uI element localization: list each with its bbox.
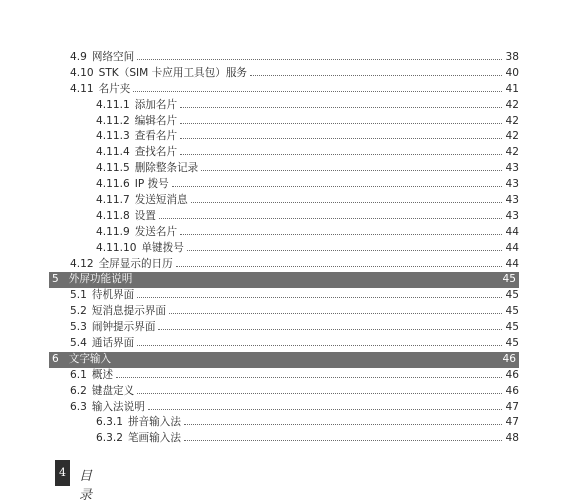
dot-leader xyxy=(184,415,502,425)
dot-leader xyxy=(176,257,502,267)
toc-page-number: 38 xyxy=(505,51,519,63)
toc-number: 4.12 xyxy=(70,257,94,270)
toc-entry[interactable] xyxy=(49,431,519,447)
dot-leader xyxy=(137,50,502,60)
toc-entry[interactable] xyxy=(49,257,519,273)
toc-entry[interactable] xyxy=(49,415,519,431)
toc-page-number: 43 xyxy=(505,194,519,207)
toc-entry[interactable] xyxy=(49,304,519,320)
toc-title: 拼音输入法 xyxy=(127,416,181,429)
dot-leader xyxy=(137,336,502,346)
toc-title: 查找名片 xyxy=(134,146,178,159)
toc-page-number: 45 xyxy=(505,305,519,318)
dot-leader xyxy=(148,400,502,410)
dot-leader xyxy=(135,273,499,282)
dot-leader xyxy=(201,161,502,171)
toc-number: 4.11.1 xyxy=(96,98,130,111)
toc-number: 5.2 xyxy=(70,305,87,318)
toc-title: IP 拨号 xyxy=(134,178,169,191)
toc-title: 待机界面 xyxy=(91,289,135,302)
toc-number: 6.3.2 xyxy=(96,432,123,445)
toc-number: 6.1 xyxy=(70,368,87,381)
toc-page-number: 42 xyxy=(505,146,519,159)
toc-entry[interactable] xyxy=(49,129,519,145)
dot-leader xyxy=(137,384,502,394)
toc-title: 输入法说明 xyxy=(91,400,145,413)
toc-number: 4.10 xyxy=(70,66,94,79)
toc-number: 6.3 xyxy=(70,400,87,413)
toc-title: 发送名片 xyxy=(134,225,178,238)
toc-title: 通话界面 xyxy=(91,337,135,350)
toc-page-number: 47 xyxy=(505,416,519,429)
toc-title: 编辑名片 xyxy=(134,114,178,127)
toc-page-number: 40 xyxy=(505,66,519,79)
toc-number: 4.11.10 xyxy=(96,241,137,254)
toc-number: 4.9 xyxy=(70,51,87,63)
toc-entry[interactable] xyxy=(49,384,519,400)
toc-number: 4.11.6 xyxy=(96,178,130,191)
toc-title: 短消息提示界面 xyxy=(91,305,167,318)
toc-entry[interactable] xyxy=(49,177,519,193)
dot-leader xyxy=(184,431,502,441)
dot-leader xyxy=(250,66,502,76)
toc-title: 发送短消息 xyxy=(134,194,188,207)
toc-page-number: 47 xyxy=(505,400,519,413)
toc-title: 全屏显示的日历 xyxy=(98,257,173,270)
toc-entry[interactable] xyxy=(49,66,519,82)
toc-number: 4.11.5 xyxy=(96,162,130,175)
toc-number: 4.11.7 xyxy=(96,194,130,207)
toc-page-number: 42 xyxy=(505,98,519,111)
dot-leader xyxy=(180,129,502,139)
toc-number: 6.2 xyxy=(70,384,87,397)
toc-page-number: 41 xyxy=(505,82,519,95)
dot-leader xyxy=(172,177,502,187)
toc-title: 笔画输入法 xyxy=(127,432,181,445)
toc-page-number: 44 xyxy=(505,241,519,254)
toc-entry[interactable] xyxy=(49,288,519,304)
toc-title: 键盘定义 xyxy=(91,384,135,397)
dot-leader xyxy=(187,241,502,251)
toc-page-number: 46 xyxy=(505,384,519,397)
toc-number: 6 xyxy=(52,352,59,365)
toc-title: STK（SIM 卡应用工具包）服务 xyxy=(98,66,248,79)
toc-page-number: 44 xyxy=(505,225,519,238)
toc-number: 4.11 xyxy=(70,82,94,95)
toc-page-number: 46 xyxy=(505,368,519,381)
toc-entry[interactable] xyxy=(49,98,519,114)
toc-page-number: 45 xyxy=(505,337,519,350)
footer-title: 目录 xyxy=(79,469,93,503)
toc-page-number: 44 xyxy=(505,257,519,270)
toc-page-number: 43 xyxy=(505,209,519,222)
toc-chapter-row[interactable] xyxy=(49,352,519,368)
toc-number: 5 xyxy=(52,273,59,286)
toc-entry[interactable] xyxy=(49,241,519,257)
toc-page-number: 45 xyxy=(505,321,519,334)
toc-title: 添加名片 xyxy=(134,98,178,111)
toc-page-number: 43 xyxy=(505,162,519,175)
toc-title: 概述 xyxy=(91,368,114,381)
toc-number: 4.11.8 xyxy=(96,209,130,222)
toc-entry[interactable] xyxy=(49,145,519,161)
toc-entry[interactable] xyxy=(49,336,519,352)
toc-number: 5.3 xyxy=(70,321,87,334)
toc-title: 闹钟提示界面 xyxy=(91,321,156,334)
toc-title: 删除整条记录 xyxy=(134,162,199,175)
toc-title: 查看名片 xyxy=(134,130,178,143)
toc-number: 5.4 xyxy=(70,337,87,350)
toc-entry[interactable] xyxy=(49,368,519,384)
dot-leader xyxy=(114,353,499,362)
toc-page-number: 45 xyxy=(502,273,516,286)
toc-page-number: 48 xyxy=(505,432,519,445)
toc-number: 4.11.3 xyxy=(96,130,130,143)
toc-title: 设置 xyxy=(134,209,156,222)
dot-leader xyxy=(180,98,502,108)
page-number: 4 xyxy=(55,460,70,486)
toc-entry[interactable] xyxy=(49,193,519,209)
toc-entry[interactable] xyxy=(49,400,519,416)
dot-leader xyxy=(169,304,502,314)
toc-title: 名片夹 xyxy=(98,82,131,95)
toc-entry[interactable] xyxy=(49,320,519,336)
dot-leader xyxy=(159,209,502,219)
toc-title: 文字输入 xyxy=(68,352,112,365)
toc-title: 网络空间 xyxy=(91,51,135,63)
toc-entry[interactable] xyxy=(49,50,519,66)
dot-leader xyxy=(180,225,502,235)
toc-page-number: 42 xyxy=(505,130,519,143)
toc-chapter-row[interactable] xyxy=(49,272,519,288)
dot-leader xyxy=(191,193,502,203)
toc-entry[interactable] xyxy=(49,161,519,177)
toc-page-number: 45 xyxy=(505,289,519,302)
toc-page-number: 43 xyxy=(505,178,519,191)
toc-entry[interactable] xyxy=(49,82,519,98)
table-of-contents xyxy=(49,50,519,447)
toc-number: 4.11.9 xyxy=(96,225,130,238)
toc-title: 单键拨号 xyxy=(141,241,184,254)
toc-number: 5.1 xyxy=(70,289,87,302)
toc-number: 4.11.4 xyxy=(96,146,130,159)
toc-entry[interactable] xyxy=(49,225,519,241)
dot-leader xyxy=(180,145,502,155)
toc-title: 外屏功能说明 xyxy=(68,273,133,286)
dot-leader xyxy=(137,288,502,298)
toc-entry[interactable] xyxy=(49,114,519,130)
dot-leader xyxy=(158,320,502,330)
toc-entry[interactable] xyxy=(49,209,519,225)
toc-number: 6.3.1 xyxy=(96,416,123,429)
dot-leader xyxy=(133,82,502,92)
toc-number: 4.11.2 xyxy=(96,114,130,127)
toc-page-number: 42 xyxy=(505,114,519,127)
dot-leader xyxy=(180,114,502,124)
dot-leader xyxy=(116,368,502,378)
toc-page-number: 46 xyxy=(502,352,516,365)
